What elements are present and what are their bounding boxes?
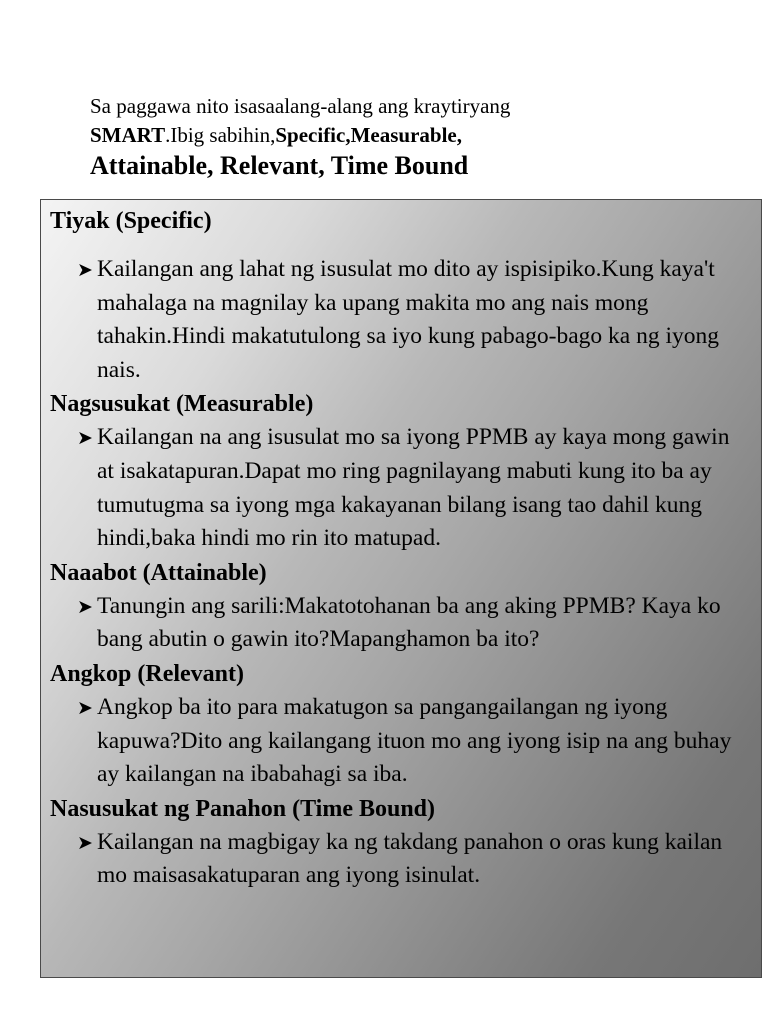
section-text-attainable	[50, 590, 751, 657]
section-title-specific: Tiyak (Specific)	[50, 208, 212, 234]
arrowhead-bullet-icon: ➤	[77, 427, 93, 450]
arrowhead-bullet-icon: ➤	[77, 259, 93, 281]
smart-terms-part1: Specific,Measurable,	[275, 123, 462, 147]
section-title-relevant: Angkop (Relevant)	[50, 660, 245, 687]
bullet-text: Tanungin ang sarili:Makatotohanan ba ang aking PPMB? Kaya ko bang abutin o gawin ito?Mapanghamon ba ito?	[97, 592, 721, 653]
intro-text: Sa paggawa nito isasaalang-alang ang kraytiryang	[90, 94, 511, 118]
intro-smart-line	[90, 120, 730, 150]
smart-terms-part2: Attainable, Relevant, Time Bound	[90, 151, 469, 180]
section-text-measurable	[50, 421, 751, 555]
section-text-relevant	[50, 691, 751, 792]
section-text-time-bound	[50, 826, 751, 893]
arrowhead-bullet-icon: ➤	[77, 696, 93, 719]
intro-block	[90, 92, 730, 182]
arrowhead-bullet-icon: ➤	[77, 595, 93, 618]
bullet-text: Kailangan na ang isusulat mo sa iyong PPMB ay kaya mong gawin at isakatapuran.Dapat mo ring pagnilayang mabuti kung ito ba ay tumutugma sa iyong mga kakayanan bilang isang tao dahil kung hindi,baka hindi mo rin ito matupad.	[97, 424, 730, 552]
bullet-text: Kailangan na magbigay ka ng takdang panahon o oras kung kailan mo maisasakatuparan ang iyong isinulat.	[97, 828, 723, 889]
section-title-time-bound: Nasusukat ng Panahon (Time Bound)	[50, 795, 436, 822]
section-text-specific	[50, 253, 751, 387]
bullet-text: Kailangan ang lahat ng isusulat mo dito ay ispisipiko.Kung kaya't mahalaga na magnilay ka upang makita mo ang nais mong tahakin.Hindi makatutulong sa iyo kung pabago-bago ka ng iyong nais.	[97, 256, 719, 383]
arrowhead-bullet-icon: ➤	[77, 831, 93, 854]
smart-term: SMART	[90, 123, 166, 147]
smart-criteria-box	[40, 199, 762, 978]
section-title-measurable: Nagsusukat (Measurable)	[50, 391, 314, 418]
bullet-text: Angkop ba ito para makatugon sa pangangailangan ng iyong kapuwa?Dito ang kailangang ituon mo ang iyong isip na ang buhay ay kailangan na ibabahagi sa iba.	[97, 693, 732, 788]
intro-ibig-text: .Ibig sabihin,	[165, 123, 276, 147]
section-title-attainable: Naaabot (Attainable)	[50, 559, 267, 586]
